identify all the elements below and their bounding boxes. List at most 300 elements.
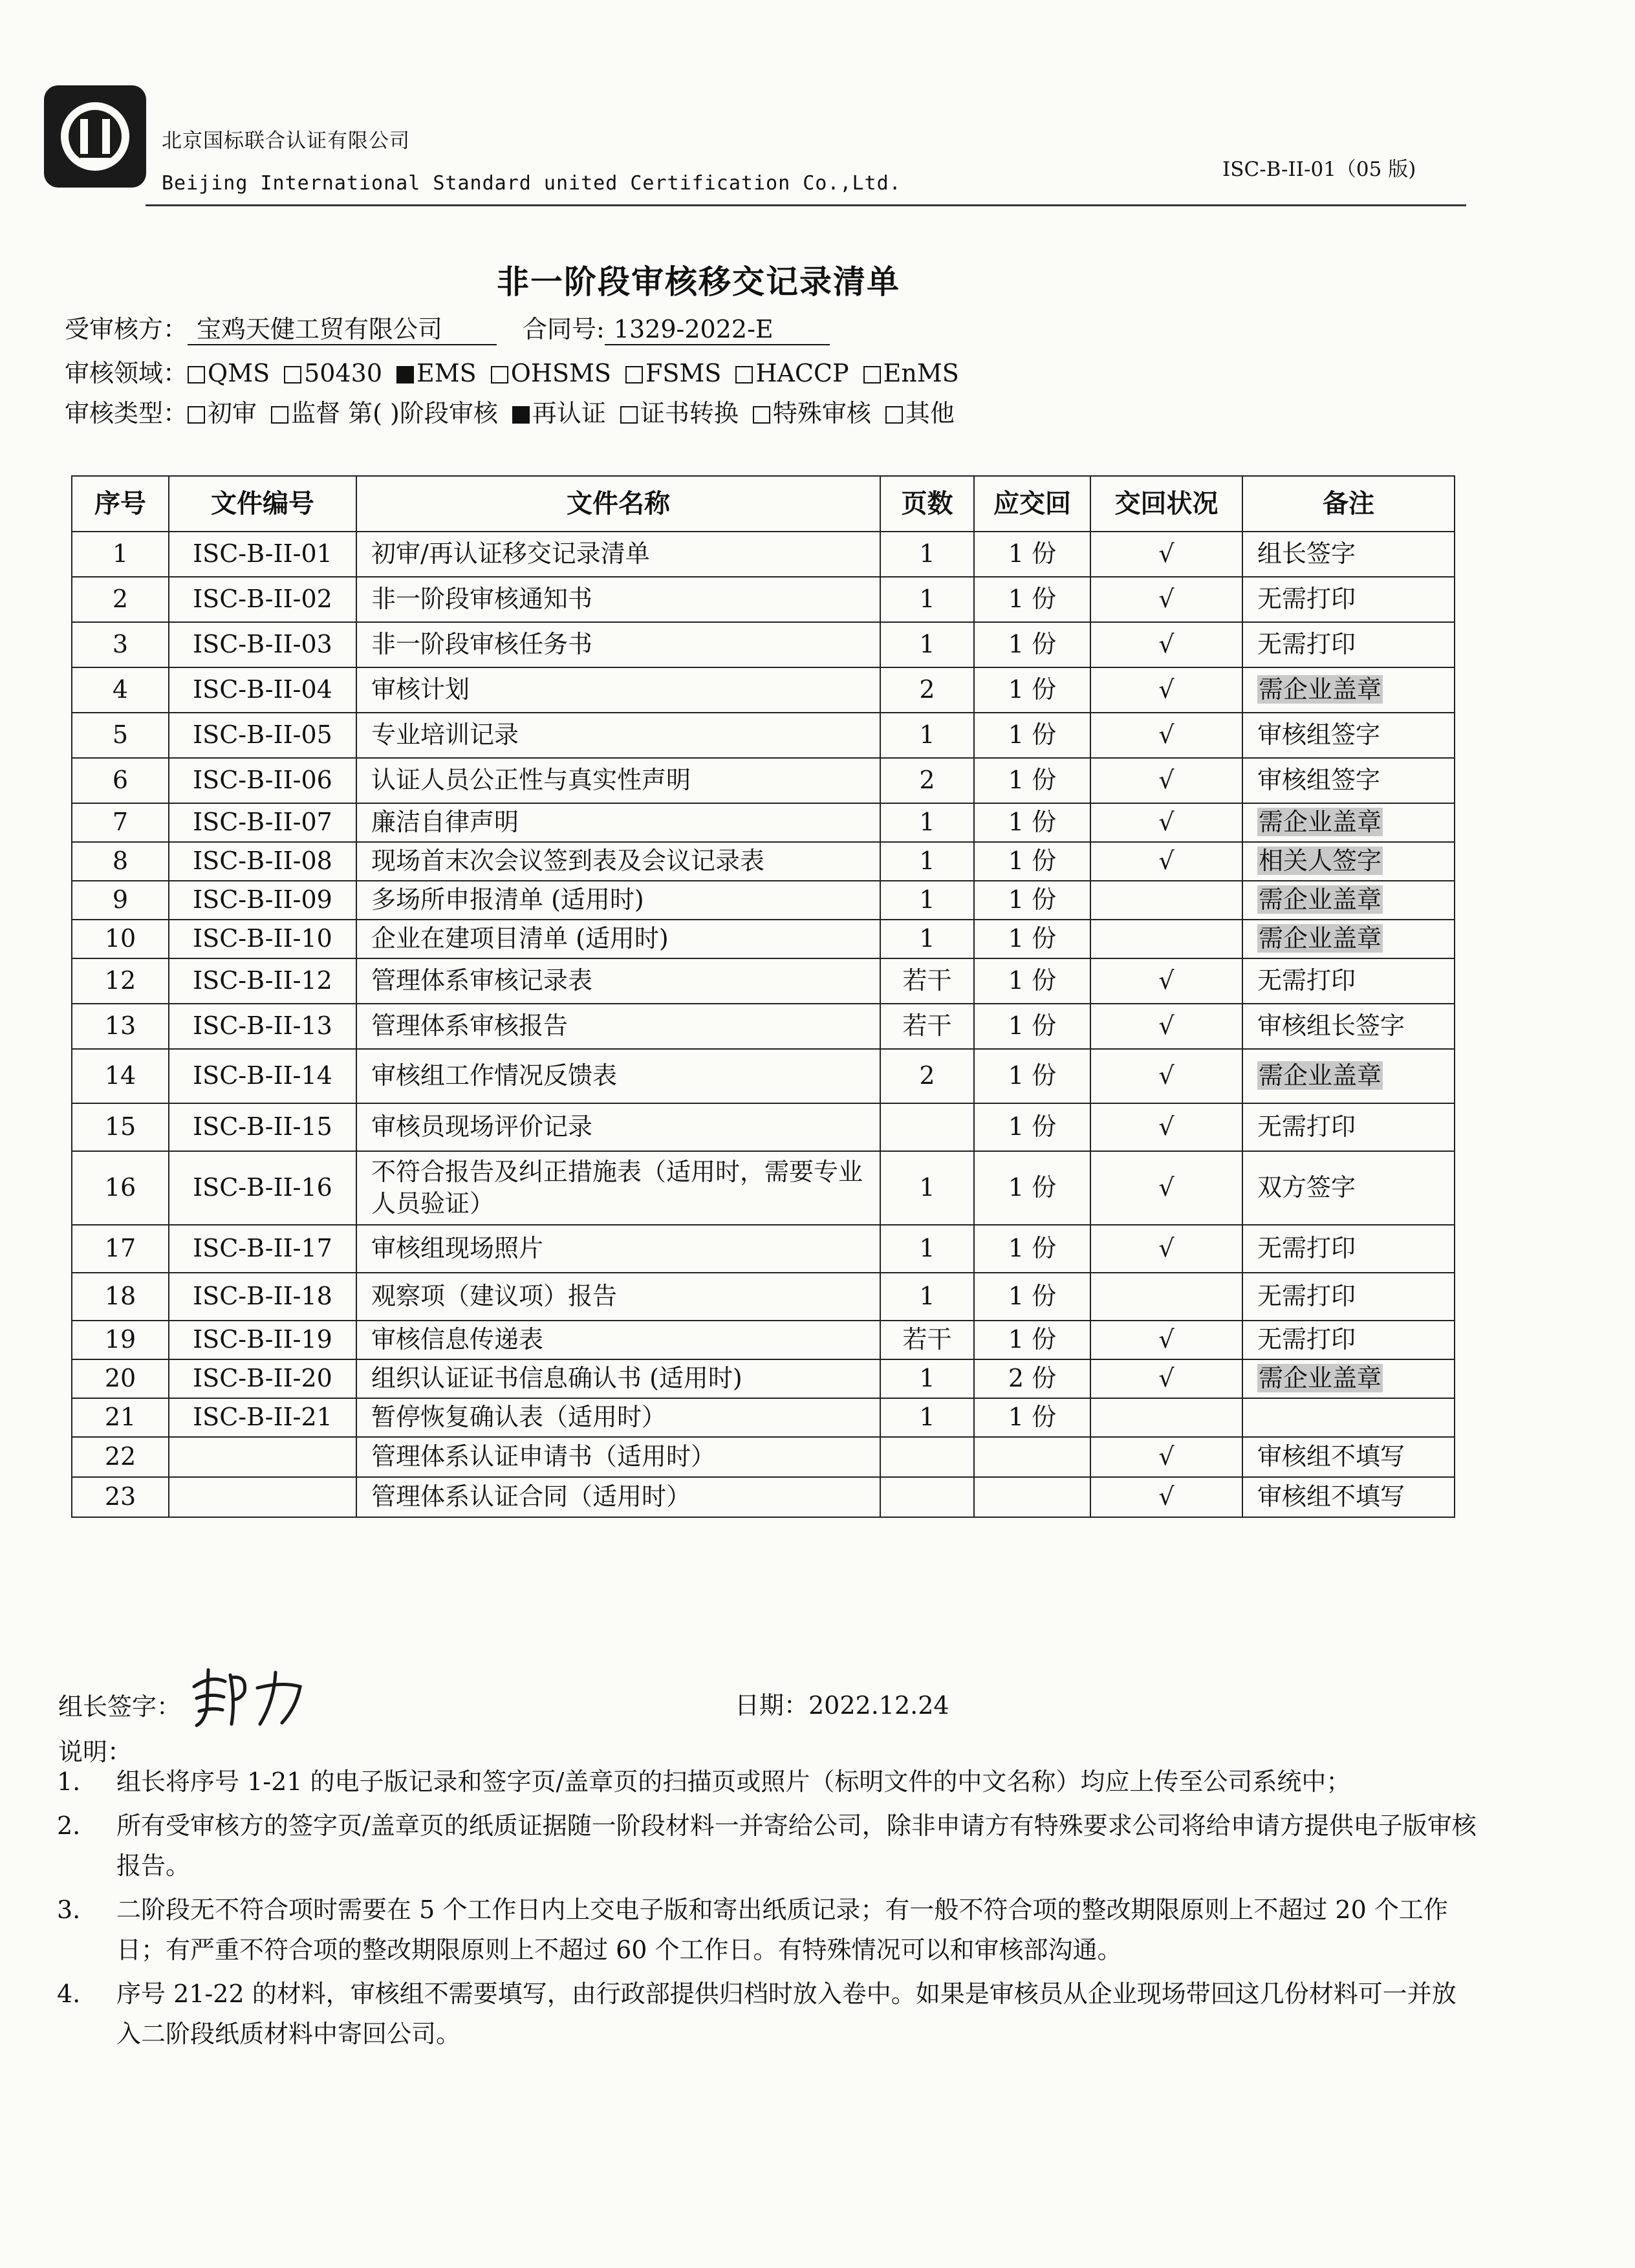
page-count: 1 — [919, 808, 935, 837]
copies-due-cell — [974, 1321, 1090, 1359]
remark-cell — [1242, 622, 1455, 667]
row-number-cell — [72, 667, 169, 713]
file-code-cell — [169, 1398, 356, 1437]
copies-due-cell — [974, 667, 1090, 713]
col-header-code: 文件编号 — [169, 476, 356, 532]
header-divider — [146, 204, 1466, 206]
file-code: ISC-B-II-09 — [193, 885, 332, 914]
audit-type-option-label: 监督 第( )阶段审核 — [291, 399, 498, 427]
page-count: 1 — [919, 1173, 935, 1202]
file-name: 初审/再认证移交记录清单 — [371, 539, 650, 568]
file-code-cell — [169, 920, 356, 958]
copies-due-cell — [974, 1004, 1090, 1049]
file-name-cell — [356, 532, 880, 577]
return-status: √ — [1158, 808, 1175, 837]
remark: 审核组长签字 — [1257, 1011, 1405, 1041]
remark-cell — [1242, 803, 1455, 842]
note-number: 1. — [57, 1767, 81, 1796]
file-name: 管理体系认证申请书（适用时） — [371, 1442, 716, 1471]
file-name-cell — [356, 1004, 880, 1049]
remark: 需企业盖章 — [1259, 1364, 1382, 1393]
note-number: 3. — [57, 1895, 81, 1924]
audit-domain-option-label: OHSMS — [510, 359, 611, 387]
remark: 审核组签字 — [1257, 720, 1381, 750]
page-count: 1 — [919, 585, 935, 614]
page-count: 1 — [919, 924, 935, 953]
handover-table — [71, 475, 1455, 1518]
remark-cell — [1242, 1049, 1455, 1103]
audit-type-line — [65, 393, 969, 429]
file-name: 管理体系审核记录表 — [371, 966, 593, 995]
file-name: 管理体系认证合同（适用时） — [371, 1482, 691, 1511]
return-status-cell — [1090, 1398, 1242, 1437]
return-status-cell — [1090, 1273, 1242, 1321]
copies-due-cell — [974, 1437, 1090, 1477]
note-number: 4. — [57, 1980, 81, 2008]
note-item — [54, 1806, 1477, 1886]
file-name: 非一阶段审核任务书 — [371, 630, 593, 659]
page-count-cell — [880, 1273, 974, 1321]
unchecked-box-icon — [491, 366, 508, 383]
remark: 无需打印 — [1257, 1325, 1356, 1354]
table-row — [72, 1049, 1455, 1103]
row-number: 15 — [104, 1112, 136, 1141]
file-code-cell — [169, 1359, 356, 1398]
row-number-cell — [72, 758, 169, 803]
return-status-cell — [1090, 920, 1242, 958]
remark-cell — [1242, 577, 1455, 622]
copies-due: 1 份 — [1008, 808, 1057, 837]
row-number-cell — [72, 920, 169, 958]
audit-domain-option-label: EMS — [417, 359, 477, 387]
copies-due-cell — [974, 803, 1090, 842]
row-number: 2 — [112, 585, 129, 614]
file-name-cell — [356, 958, 880, 1004]
row-number: 8 — [112, 847, 129, 876]
file-name: 认证人员公正性与真实性声明 — [371, 766, 691, 795]
remark-cell — [1242, 667, 1455, 713]
page-count-cell — [880, 1004, 974, 1049]
file-name-cell — [356, 758, 880, 803]
remark-cell — [1242, 1321, 1455, 1359]
file-code: ISC-B-II-21 — [193, 1403, 332, 1432]
remark-cell — [1242, 1103, 1455, 1151]
table-row — [72, 881, 1455, 920]
file-code: ISC-B-II-06 — [193, 766, 332, 795]
file-code-cell — [169, 532, 356, 577]
checked-box-icon — [396, 366, 414, 383]
page-count: 2 — [919, 675, 935, 704]
page-count-cell — [880, 532, 974, 577]
page-count-cell — [880, 758, 974, 803]
copies-due-cell — [974, 532, 1090, 577]
copies-due: 1 份 — [1008, 966, 1057, 995]
return-status: √ — [1158, 1173, 1175, 1202]
table-row — [72, 1004, 1455, 1049]
file-name-cell — [356, 1151, 880, 1225]
row-number-cell — [72, 1477, 169, 1517]
copies-due: 1 份 — [1008, 1234, 1057, 1263]
unchecked-box-icon — [625, 366, 643, 383]
table-row — [72, 842, 1455, 881]
page-count-cell — [880, 1398, 974, 1437]
remark: 无需打印 — [1257, 1112, 1356, 1141]
file-code-cell — [169, 1004, 356, 1049]
remark-cell — [1242, 758, 1455, 803]
page-count: 1 — [919, 847, 935, 876]
file-name: 审核员现场评价记录 — [371, 1112, 593, 1141]
return-status-cell — [1090, 758, 1242, 803]
page-count: 1 — [919, 1364, 935, 1393]
table-row — [72, 577, 1455, 622]
remark-cell — [1242, 1359, 1455, 1398]
file-code: ISC-B-II-14 — [193, 1061, 332, 1090]
document-code: ISC-B-II-01（05 版) — [1222, 158, 1416, 181]
copies-due: 1 份 — [1008, 1282, 1057, 1311]
file-name: 多场所申报清单 (适用时) — [371, 885, 644, 914]
row-number: 17 — [104, 1234, 136, 1263]
audit-domain-option — [863, 359, 959, 387]
file-code: ISC-B-II-04 — [193, 675, 332, 704]
file-code-cell — [169, 713, 356, 758]
file-code: ISC-B-II-12 — [193, 966, 332, 995]
note-text: 序号 21-22 的材料，审核组不需要填写，由行政部提供归档时放入卷中。如果是审核员从企业现场带回这几份材料可一并放入二阶段纸质材料中寄回公司。 — [116, 1980, 1456, 2048]
page-count-cell — [880, 1437, 974, 1477]
file-code: ISC-B-II-20 — [193, 1364, 332, 1393]
audit-domain-option — [491, 359, 611, 387]
file-code-cell — [169, 1049, 356, 1103]
row-number-cell — [72, 1398, 169, 1437]
row-number-cell — [72, 577, 169, 622]
file-name: 廉洁自律声明 — [371, 808, 519, 837]
file-name-cell — [356, 1437, 880, 1477]
remark: 无需打印 — [1257, 585, 1356, 614]
file-code: ISC-B-II-08 — [193, 847, 332, 876]
file-code: ISC-B-II-07 — [193, 808, 332, 837]
page-count: 若干 — [902, 1011, 952, 1041]
copies-due-cell — [974, 1103, 1090, 1151]
audit-domain-option — [284, 359, 382, 387]
unchecked-box-icon — [284, 366, 301, 383]
return-status: √ — [1158, 630, 1175, 659]
copies-due: 1 份 — [1008, 1403, 1057, 1432]
remark-cell — [1242, 1225, 1455, 1273]
page-count-cell — [880, 667, 974, 713]
file-code-cell — [169, 667, 356, 713]
audit-type-option-label: 证书转换 — [640, 399, 739, 427]
file-code-cell — [169, 1321, 356, 1359]
unchecked-box-icon — [753, 406, 770, 424]
table-row — [72, 1103, 1455, 1151]
file-code-cell — [169, 622, 356, 667]
page-count-cell — [880, 1321, 974, 1359]
page-count: 1 — [919, 1403, 935, 1432]
copies-due-cell — [974, 1359, 1090, 1398]
page-count-cell — [880, 842, 974, 881]
file-name: 观察项（建议项）报告 — [371, 1282, 618, 1311]
row-number: 16 — [104, 1173, 136, 1202]
row-number: 5 — [112, 720, 129, 750]
unchecked-box-icon — [885, 406, 903, 424]
file-name-cell — [356, 881, 880, 920]
copies-due-cell — [974, 1225, 1090, 1273]
file-name-cell — [356, 667, 880, 713]
note-text: 二阶段无不符合项时需要在 5 个工作日内上交电子版和寄出纸质记录；有一般不符合项的整改期限原则上不超过 20 个工作日；有严重不符合项的整改期限原则上不超过 60 个工作日。有特殊情况可以和审核部沟通。 — [116, 1895, 1448, 1964]
audit-domain-option — [735, 359, 849, 387]
file-code-cell — [169, 577, 356, 622]
file-code: ISC-B-II-01 — [193, 539, 332, 568]
file-name-cell — [356, 803, 880, 842]
copies-due-cell — [974, 622, 1090, 667]
return-status-cell — [1090, 1437, 1242, 1477]
file-code-cell — [169, 1437, 356, 1477]
remark: 双方签字 — [1257, 1173, 1356, 1202]
file-code-cell — [169, 958, 356, 1004]
remark: 审核组不填写 — [1257, 1482, 1405, 1511]
row-number: 6 — [112, 766, 129, 795]
note-item — [54, 1762, 1477, 1802]
audit-type-option — [753, 393, 871, 429]
page-count: 1 — [919, 720, 935, 750]
file-code: ISC-B-II-05 — [193, 720, 332, 750]
return-status-cell — [1090, 1151, 1242, 1225]
file-name: 专业培训记录 — [371, 720, 519, 750]
audit-type-option-label: 再认证 — [532, 399, 606, 427]
file-name-cell — [356, 1273, 880, 1321]
company-name-cn: 北京国标联合认证有限公司 — [162, 129, 410, 153]
client-label: 受审核方： — [65, 315, 188, 343]
client-name: 宝鸡天健工贸有限公司 — [188, 316, 497, 345]
return-status-cell — [1090, 622, 1242, 667]
page-count: 2 — [919, 766, 935, 795]
col-header-status: 交回状况 — [1090, 476, 1242, 532]
table-row — [72, 1477, 1455, 1517]
file-code-cell — [169, 803, 356, 842]
return-status: √ — [1158, 966, 1175, 995]
copies-due-cell — [974, 713, 1090, 758]
audit-type-option-label: 其他 — [905, 399, 955, 427]
row-number-cell — [72, 1049, 169, 1103]
handwritten-signature — [185, 1662, 314, 1733]
row-number-cell — [72, 1359, 169, 1398]
copies-due: 1 份 — [1008, 539, 1057, 568]
file-code-cell — [169, 1273, 356, 1321]
col-header-name: 文件名称 — [356, 476, 880, 532]
company-name-en: Beijing International Standard united Certification Co.,Ltd. — [162, 172, 902, 195]
unchecked-box-icon — [863, 366, 881, 383]
return-status: √ — [1158, 1442, 1175, 1471]
row-number: 20 — [104, 1364, 136, 1393]
remark-cell — [1242, 1151, 1455, 1225]
signature-date: 日期：2022.12.24 — [735, 1691, 949, 1720]
return-status: √ — [1158, 539, 1175, 568]
remark: 需企业盖章 — [1259, 675, 1382, 704]
copies-due-cell — [974, 920, 1090, 958]
file-name: 审核计划 — [371, 675, 470, 704]
audit-domain-option-label: FSMS — [645, 359, 722, 387]
remark: 组长签字 — [1257, 539, 1356, 568]
row-number: 1 — [112, 539, 129, 568]
file-name: 管理体系审核报告 — [371, 1011, 568, 1041]
notes-label: 说明： — [58, 1738, 133, 1766]
audit-domain-option-label: QMS — [208, 359, 270, 387]
row-number-cell — [72, 1273, 169, 1321]
audit-type-option-label: 初审 — [208, 399, 257, 427]
row-number-cell — [72, 1225, 169, 1273]
copies-due-cell — [974, 842, 1090, 881]
file-code: ISC-B-II-17 — [193, 1234, 332, 1263]
return-status-cell — [1090, 1049, 1242, 1103]
file-code-cell — [169, 1103, 356, 1151]
file-name-cell — [356, 920, 880, 958]
file-name: 不符合报告及纠正措施表（适用时，需要专业人员验证） — [371, 1157, 863, 1218]
row-number-cell — [72, 881, 169, 920]
audit-type-label: 审核类型： — [65, 399, 188, 427]
return-status: √ — [1158, 1011, 1175, 1041]
table-row — [72, 758, 1455, 803]
return-status-cell — [1090, 577, 1242, 622]
page-count-cell — [880, 1359, 974, 1398]
note-text: 所有受审核方的签字页/盖章页的纸质证据随一阶段材料一并寄给公司，除非申请方有特殊要求公司将给申请方提供电子版审核报告。 — [116, 1811, 1477, 1880]
file-name-cell — [356, 1103, 880, 1151]
copies-due-cell — [974, 1151, 1090, 1225]
return-status-cell — [1090, 667, 1242, 713]
file-name-cell — [356, 1321, 880, 1359]
remark: 需企业盖章 — [1259, 924, 1382, 953]
remark: 无需打印 — [1257, 1234, 1356, 1263]
audit-domain-option — [625, 359, 721, 387]
remark-cell — [1242, 1273, 1455, 1321]
return-status-cell — [1090, 1225, 1242, 1273]
file-code: ISC-B-II-03 — [193, 630, 332, 659]
return-status: √ — [1158, 1234, 1175, 1263]
file-code: ISC-B-II-02 — [193, 585, 332, 614]
copies-due-cell — [974, 1273, 1090, 1321]
return-status: √ — [1158, 585, 1175, 614]
remark-cell — [1242, 713, 1455, 758]
file-name: 现场首末次会议签到表及会议记录表 — [371, 847, 765, 876]
file-code: ISC-B-II-13 — [193, 1011, 332, 1041]
return-status: √ — [1158, 675, 1175, 704]
page-count-cell — [880, 1225, 974, 1273]
table-row — [72, 622, 1455, 667]
page-count-cell — [880, 920, 974, 958]
table-body — [72, 532, 1455, 1517]
return-status: √ — [1158, 1364, 1175, 1393]
col-header-pages: 页数 — [880, 476, 974, 532]
file-name: 审核组工作情况反馈表 — [371, 1061, 618, 1090]
checked-box-icon — [512, 406, 530, 424]
table-row — [72, 713, 1455, 758]
copies-due-cell — [974, 1049, 1090, 1103]
client-line — [65, 309, 830, 345]
audit-type-options — [188, 399, 969, 427]
row-number-cell — [72, 1103, 169, 1151]
row-number-cell — [72, 1437, 169, 1477]
row-number-cell — [72, 713, 169, 758]
page-count: 1 — [919, 1282, 935, 1311]
copies-due-cell — [974, 758, 1090, 803]
file-name-cell — [356, 1398, 880, 1437]
remark: 需企业盖章 — [1259, 1061, 1382, 1090]
file-name: 企业在建项目清单 (适用时) — [371, 924, 669, 953]
file-name-cell — [356, 713, 880, 758]
return-status-cell — [1090, 842, 1242, 881]
notes-list — [54, 1762, 1477, 2058]
table-row — [72, 1151, 1455, 1225]
page-count-cell — [880, 958, 974, 1004]
col-header-no: 序号 — [72, 476, 169, 532]
return-status-cell — [1090, 803, 1242, 842]
unchecked-box-icon — [188, 406, 205, 424]
file-code-cell — [169, 1225, 356, 1273]
return-status-cell — [1090, 881, 1242, 920]
page-count-cell — [880, 1049, 974, 1103]
page-count: 1 — [919, 539, 935, 568]
file-code-cell — [169, 758, 356, 803]
return-status-cell — [1090, 958, 1242, 1004]
row-number-cell — [72, 1151, 169, 1225]
remark-cell — [1242, 1437, 1455, 1477]
row-number-cell — [72, 803, 169, 842]
row-number: 18 — [104, 1282, 136, 1311]
file-name: 非一阶段审核通知书 — [371, 585, 593, 614]
unchecked-box-icon — [735, 366, 753, 383]
table-row — [72, 1273, 1455, 1321]
note-text: 组长将序号 1-21 的电子版记录和签字页/盖章页的扫描页或照片（标明文件的中文名称）均应上传至公司系统中； — [116, 1767, 1351, 1796]
table-row — [72, 1437, 1455, 1477]
row-number: 4 — [112, 675, 129, 704]
audit-type-option — [188, 393, 257, 429]
page-count: 若干 — [902, 1325, 952, 1354]
company-logo — [44, 85, 146, 188]
audit-domain-option-label: EnMS — [883, 359, 959, 387]
page-count-cell — [880, 577, 974, 622]
page-count: 1 — [919, 630, 935, 659]
copies-due-cell — [974, 881, 1090, 920]
page-count: 2 — [919, 1061, 935, 1090]
row-number: 22 — [104, 1442, 136, 1471]
page-count-cell — [880, 1477, 974, 1517]
row-number: 9 — [112, 885, 129, 914]
file-code: ISC-B-II-18 — [193, 1282, 332, 1311]
remark-cell — [1242, 842, 1455, 881]
page-count: 若干 — [902, 966, 952, 995]
audit-domain-option — [396, 359, 477, 387]
remark: 需企业盖章 — [1259, 808, 1382, 837]
file-name-cell — [356, 1225, 880, 1273]
row-number: 12 — [104, 966, 136, 995]
file-name: 审核信息传递表 — [371, 1325, 544, 1354]
table-row — [72, 1359, 1455, 1398]
copies-due: 1 份 — [1008, 585, 1057, 614]
row-number: 13 — [104, 1011, 136, 1041]
table-row — [72, 920, 1455, 958]
row-number: 7 — [112, 808, 129, 837]
row-number: 23 — [104, 1482, 136, 1511]
return-status: √ — [1158, 1325, 1175, 1354]
copies-due: 2 份 — [1008, 1364, 1057, 1393]
copies-due: 1 份 — [1008, 1173, 1057, 1202]
return-status: √ — [1158, 720, 1175, 750]
file-name-cell — [356, 577, 880, 622]
remark-cell — [1242, 1398, 1455, 1437]
return-status: √ — [1158, 1061, 1175, 1090]
page-count-cell — [880, 881, 974, 920]
remark-cell — [1242, 958, 1455, 1004]
contract-label: 合同号: — [523, 315, 605, 343]
copies-due: 1 份 — [1008, 1011, 1057, 1041]
